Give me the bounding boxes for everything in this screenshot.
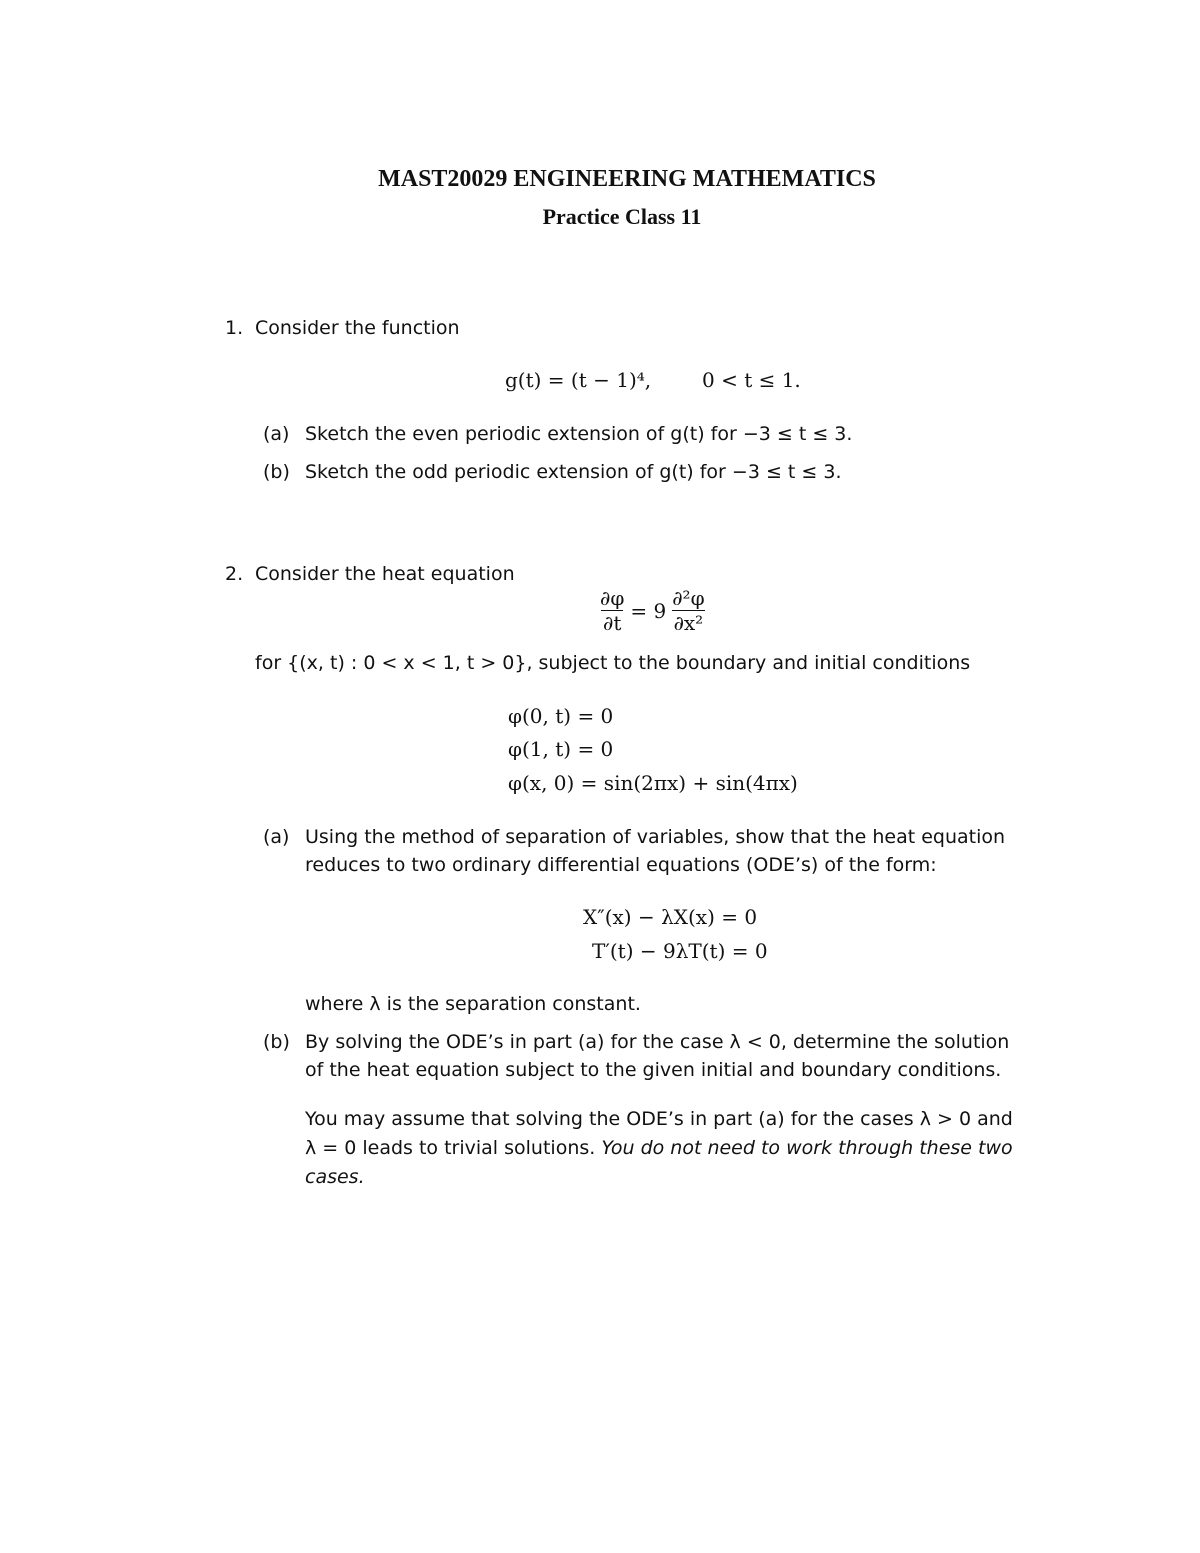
lhs-fraction [598, 586, 626, 635]
rhs-numerator: ∂²φ [672, 586, 705, 610]
question-2b-line-1: By solving the ODE’s in part (a) for the case λ < 0, determine the solution [305, 1031, 1010, 1053]
lhs-denominator: ∂t [602, 611, 622, 635]
boundary-condition-1: φ(0, t) = 0 [508, 704, 614, 728]
document-subtitle: Practice Class 11 [542, 204, 702, 229]
question-2b-label: (b) [263, 1031, 290, 1053]
rhs-denominator: ∂x² [673, 611, 704, 635]
note-plain-text: λ = 0 leads to trivial solutions. [305, 1137, 602, 1159]
question-2b-note-line-3: cases. [305, 1166, 365, 1188]
question-2a-where: where λ is the separation constant. [305, 993, 641, 1015]
ode-t: T′(t) − 9λT(t) = 0 [592, 939, 768, 963]
document-title: MAST20029 ENGINEERING MATHEMATICS [378, 166, 876, 192]
question-2a-line-2: reduces to two ordinary differential equations (ODE’s) of the form: [305, 854, 937, 876]
question-1b-label: (b) [263, 461, 290, 483]
question-2b-note-line-2 [305, 1137, 1013, 1159]
domain-text: for {(x, t) : 0 < x < 1, t > 0}, subject to the boundary and initial conditions [255, 652, 971, 674]
initial-condition: φ(x, 0) = sin(2πx) + sin(4πx) [508, 771, 798, 795]
rhs-fraction [670, 586, 706, 635]
question-1a-text: Sketch the even periodic extension of g(t) for −3 ≤ t ≤ 3. [305, 423, 853, 445]
question-2-number: 2. [225, 563, 244, 585]
ode-x: X″(x) − λX(x) = 0 [583, 905, 758, 929]
question-2a-label: (a) [263, 826, 290, 848]
heat-equation [598, 586, 707, 635]
lhs-numerator: ∂φ [600, 586, 625, 610]
question-1-intro: Consider the function [255, 317, 460, 339]
question-1-equation: g(t) = (t − 1)⁴, 0 < t ≤ 1. [505, 368, 801, 392]
question-1a-label: (a) [263, 423, 290, 445]
pde-coefficient: = 9 [630, 598, 667, 623]
question-1-number: 1. [225, 317, 244, 339]
question-2a-line-1: Using the method of separation of variables, show that the heat equation [305, 826, 1006, 848]
note-italic-text: You do not need to work through these two [601, 1137, 1013, 1159]
question-2b-line-2: of the heat equation subject to the given initial and boundary conditions. [305, 1059, 1002, 1081]
boundary-condition-2: φ(1, t) = 0 [508, 737, 614, 761]
question-2-intro: Consider the heat equation [255, 563, 515, 585]
question-2b-note-line-1: You may assume that solving the ODE’s in part (a) for the cases λ > 0 and [305, 1108, 1013, 1130]
question-1b-text: Sketch the odd periodic extension of g(t) for −3 ≤ t ≤ 3. [305, 461, 842, 483]
